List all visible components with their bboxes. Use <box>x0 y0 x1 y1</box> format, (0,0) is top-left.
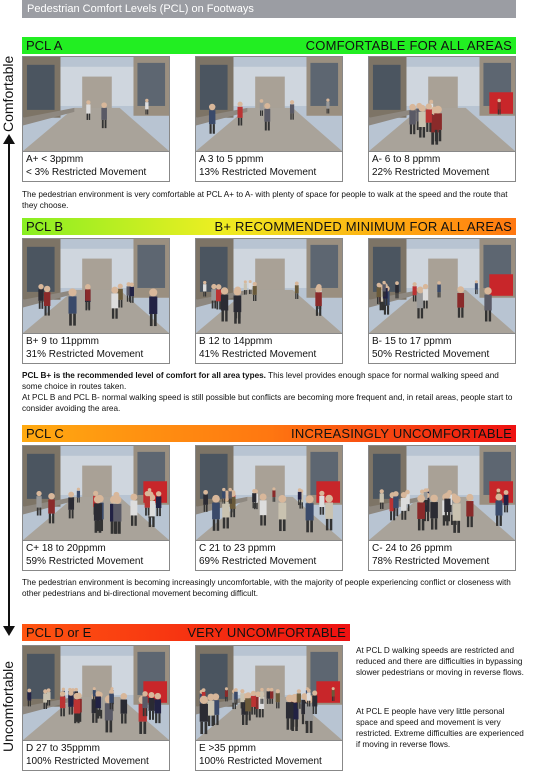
restricted-label: 78% Restricted Movement <box>372 555 490 567</box>
street-photo-b-plus <box>22 238 170 334</box>
pcl-card-a <box>195 56 343 182</box>
street-scene <box>196 646 342 740</box>
description-pcl-d: At PCL D walking speeds are restricted and reduced and there are difficulties in bypassing slower pedestrians or moving in reverse flows. <box>356 646 524 677</box>
street-photo-c-minus <box>368 445 516 541</box>
street-photo-a-plus <box>22 56 170 152</box>
restricted-label: 50% Restricted Movement <box>372 348 490 360</box>
description-pcl-b-minus: At PCL B and PCL B- normal walking speed is still possible but conflicts are becoming more frequent and, in retail areas, people start to consider avoiding the area. <box>22 393 513 413</box>
pcl-caption-c-plus <box>22 541 170 571</box>
street-photo-c <box>195 445 343 541</box>
band-pcl-c-rating: INCREASINGLY UNCOMFORTABLE <box>291 426 512 441</box>
street-photo-b <box>195 238 343 334</box>
axis-label-uncomfortable: Uncomfortable <box>0 660 16 752</box>
density-label: A+ < 3ppmm <box>26 154 84 165</box>
street-photo-b-minus <box>368 238 516 334</box>
arrow-up-icon <box>3 134 15 144</box>
arrow-down-icon <box>3 626 15 636</box>
pcl-caption-a <box>195 152 343 182</box>
pcl-caption-a-plus <box>22 152 170 182</box>
band-pcl-d-e <box>22 624 350 641</box>
street-scene <box>369 57 515 151</box>
description-pcl-b <box>22 370 516 392</box>
street-photo-e <box>195 645 343 741</box>
street-scene <box>369 239 515 333</box>
street-scene <box>23 239 169 333</box>
density-label: A- 6 to 8 ppmm <box>372 154 441 165</box>
band-pcl-b <box>22 218 516 235</box>
axis-label-comfortable: Comfortable <box>0 55 16 132</box>
pcl-caption-b-minus <box>368 334 516 364</box>
pcl-caption-d <box>22 741 170 771</box>
pcl-caption-c-minus <box>368 541 516 571</box>
pcl-card-b <box>195 238 343 364</box>
pcl-card-a-plus <box>22 56 170 182</box>
density-label: D 27 to 35ppmm <box>26 743 100 754</box>
pcl-caption-b-plus <box>22 334 170 364</box>
description-pcl-b-rest: This level provides enough space for normal walking speed and some choice in routes taken. <box>22 371 499 391</box>
restricted-label: 69% Restricted Movement <box>199 555 317 567</box>
pcl-card-c-plus <box>22 445 170 571</box>
band-pcl-d-e-rating: VERY UNCOMFORTABLE <box>187 625 346 640</box>
street-photo-d <box>22 645 170 741</box>
street-photo-a <box>195 56 343 152</box>
street-scene <box>196 57 342 151</box>
band-pcl-b-rating: B+ RECOMMENDED MINIMUM FOR ALL AREAS <box>214 219 512 234</box>
band-pcl-a-label: PCL A <box>26 38 63 53</box>
description-pcl-b-bold: PCL B+ is the recommended level of comfort for all area types. <box>22 371 266 380</box>
pcl-card-c <box>195 445 343 571</box>
band-pcl-d-e-label: PCL D or E <box>26 625 92 640</box>
street-scene <box>196 239 342 333</box>
pcl-caption-c <box>195 541 343 571</box>
band-pcl-c <box>22 425 516 442</box>
band-pcl-b-label: PCL B <box>26 219 64 234</box>
restricted-label: 59% Restricted Movement <box>26 555 144 567</box>
street-scene <box>196 446 342 540</box>
restricted-label: 100% Restricted Movement <box>199 755 322 767</box>
density-label: C+ 18 to 20ppmm <box>26 543 106 554</box>
description-pcl-a: The pedestrian environment is very comfortable at PCL A+ to A- with plenty of space for people to walk at the speed and the route that they choose. <box>22 190 508 210</box>
pcl-caption-b <box>195 334 343 364</box>
pcl-caption-e <box>195 741 343 771</box>
restricted-label: 13% Restricted Movement <box>199 166 317 178</box>
band-pcl-c-label: PCL C <box>26 426 64 441</box>
street-scene <box>23 646 169 740</box>
band-pcl-a <box>22 37 516 54</box>
density-label: E >35 ppmm <box>199 743 256 754</box>
density-label: B+ 9 to 11ppmm <box>26 336 99 347</box>
pcl-card-a-minus <box>368 56 516 182</box>
description-pcl-c: The pedestrian environment is becoming increasingly uncomfortable, with the majority of people experiencing conflict or closeness with other pedestrians and bi-directional movement becoming difficult. <box>22 578 511 598</box>
density-label: B- 15 to 17 ppmm <box>372 336 452 347</box>
restricted-label: 31% Restricted Movement <box>26 348 144 360</box>
restricted-label: < 3% Restricted Movement <box>26 166 147 178</box>
density-label: C- 24 to 26 ppmm <box>372 543 453 554</box>
street-photo-c-plus <box>22 445 170 541</box>
pcl-card-e <box>195 645 343 771</box>
street-photo-a-minus <box>368 56 516 152</box>
restricted-label: 100% Restricted Movement <box>26 755 149 767</box>
restricted-label: 22% Restricted Movement <box>372 166 490 178</box>
pcl-card-c-minus <box>368 445 516 571</box>
pcl-card-b-minus <box>368 238 516 364</box>
density-label: A 3 to 5 ppmm <box>199 154 264 165</box>
pcl-card-d <box>22 645 170 771</box>
pcl-caption-a-minus <box>368 152 516 182</box>
page-title: Pedestrian Comfort Levels (PCL) on Footways <box>27 3 254 15</box>
street-scene <box>369 446 515 540</box>
pcl-card-b-plus <box>22 238 170 364</box>
density-label: B 12 to 14ppmm <box>199 336 273 347</box>
street-scene <box>23 57 169 151</box>
restricted-label: 41% Restricted Movement <box>199 348 317 360</box>
street-scene <box>23 446 169 540</box>
comfort-axis-line <box>8 142 10 628</box>
density-label: C 21 to 23 ppmm <box>199 543 276 554</box>
band-pcl-a-rating: COMFORTABLE FOR ALL AREAS <box>305 38 512 53</box>
description-pcl-e: At PCL E people have very little personal space and speed and movement is very restricted. Extreme difficulties are experienced if moving in reverse flows. <box>356 707 524 749</box>
page-header <box>22 0 516 18</box>
